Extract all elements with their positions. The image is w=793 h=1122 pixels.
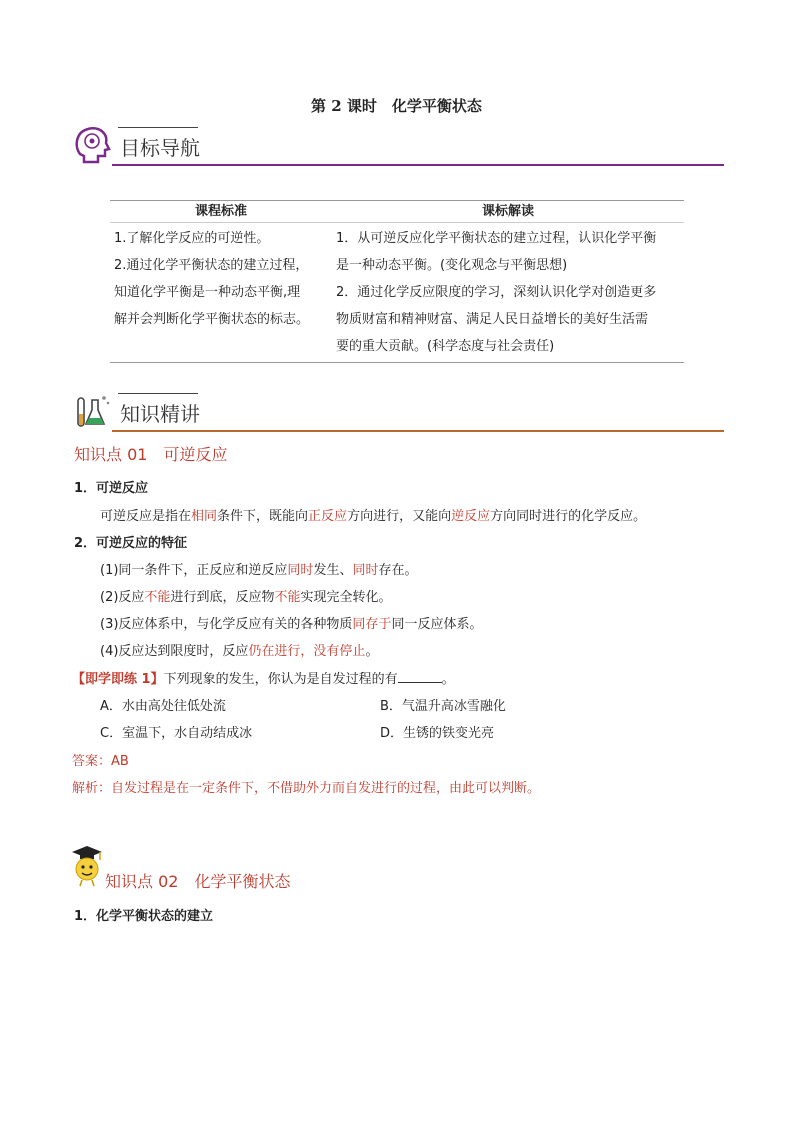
- keyword: 逆反应: [451, 509, 491, 524]
- text-run: 条件下，既能向: [217, 509, 309, 524]
- text-run: (1)同一条件下，正反应和逆反应: [100, 563, 288, 578]
- keyword: 同存于: [352, 617, 392, 632]
- text-run: (4)反应达到限度时，反应: [100, 644, 249, 659]
- subheading: 1．化学平衡状态的建立: [74, 909, 214, 924]
- feature-item: [100, 586, 391, 605]
- text-line: 2.通过化学平衡状态的建立过程，: [114, 258, 309, 273]
- option-b: B．气温升高冰雪融化: [380, 699, 506, 714]
- text-run: 同一反应体系。: [391, 617, 483, 632]
- text-run: 方向同时进行的化学反应。: [490, 509, 647, 524]
- keyword: 仍在进行，没有停止: [248, 644, 366, 659]
- text-line: 解并会判断化学平衡状态的标志。: [114, 312, 310, 327]
- text-line: 2．通过化学反应限度的学习，深刻认识化学对创造更多: [336, 285, 657, 300]
- section-heading: 目标导航: [120, 136, 200, 160]
- keyword: 不能: [144, 590, 171, 605]
- table-header: 课标解读: [332, 201, 684, 223]
- table-cell-interpretation: [332, 223, 684, 363]
- section-heading: 知识精讲: [120, 402, 200, 426]
- brain-head-icon: [72, 124, 112, 164]
- graduate-emoji-icon: [70, 843, 104, 887]
- section-header-knowledge: [72, 390, 724, 432]
- keyword: 同时: [287, 563, 314, 578]
- text-run: 发生、: [313, 563, 353, 578]
- definition-paragraph: [100, 505, 646, 524]
- keyword: 不能: [274, 590, 301, 605]
- keyword: 相同: [191, 509, 218, 524]
- feature-item: [100, 640, 378, 659]
- section-underline: [112, 164, 724, 166]
- keyword: 正反应: [308, 509, 348, 524]
- text-run: 方向进行，又能向: [347, 509, 452, 524]
- text-line: 要的重大贡献。(科学态度与社会责任): [336, 339, 555, 354]
- option-d: D．生锈的铁变光亮: [380, 726, 495, 741]
- table-cell-standards: [110, 223, 332, 363]
- feature-item: [100, 559, 417, 578]
- knowledge-point-title: 知识点 01 可逆反应: [74, 445, 228, 464]
- text-run: 实现完全转化。: [300, 590, 392, 605]
- standards-table: [110, 200, 684, 363]
- text-run: 。: [441, 672, 455, 687]
- table-header: 课程标准: [110, 201, 332, 223]
- answer-text: 答案：AB: [72, 754, 129, 769]
- text-run: 可逆反应是指在: [100, 509, 192, 524]
- text-run: (2)反应: [100, 590, 145, 605]
- text-run: 。: [365, 644, 379, 659]
- text-line: 1.了解化学反应的可逆性。: [114, 231, 270, 246]
- text-run: 进行到底，反应物: [170, 590, 275, 605]
- feature-item: [100, 613, 482, 632]
- text-line: 知道化学平衡是一种动态平衡,理: [114, 285, 301, 300]
- section-underline: [112, 430, 724, 432]
- subheading: 2．可逆反应的特征: [74, 536, 188, 551]
- analysis-text: 解析：自发过程是在一定条件下，不借助外力而自发进行的过程，由此可以判断。: [72, 781, 541, 796]
- question-text: 下列现象的发生，你认为是自发过程的有: [163, 672, 398, 687]
- knowledge-point-title: 知识点 02 化学平衡状态: [105, 872, 291, 891]
- heading-top-rule: [118, 393, 198, 394]
- text-line: 1．从可逆反应化学平衡状态的建立过程，认识化学平衡: [336, 231, 657, 246]
- text-line: 物质财富和精神财富、满足人民日益增长的美好生活需: [336, 312, 649, 327]
- text-line: 是一种动态平衡。(变化观念与平衡思想): [336, 258, 568, 273]
- lab-flask-icon: [72, 390, 112, 430]
- text-run: 存在。: [378, 563, 418, 578]
- option-a: A．水由高处往低处流: [100, 699, 226, 714]
- option-c: C．室温下，水自动结成冰: [100, 726, 253, 741]
- exercise-question: [72, 668, 455, 687]
- section-header-goals: [72, 124, 724, 166]
- answer-blank: [398, 670, 442, 683]
- text-run: (3)反应体系中，与化学反应有关的各种物质: [100, 617, 353, 632]
- heading-top-rule: [118, 127, 198, 128]
- keyword: 同时: [352, 563, 379, 578]
- page-title: 第 2 课时 化学平衡状态: [311, 97, 482, 115]
- subheading: 1．可逆反应: [74, 481, 149, 496]
- exercise-tag: 【即学即练 1】: [72, 672, 164, 687]
